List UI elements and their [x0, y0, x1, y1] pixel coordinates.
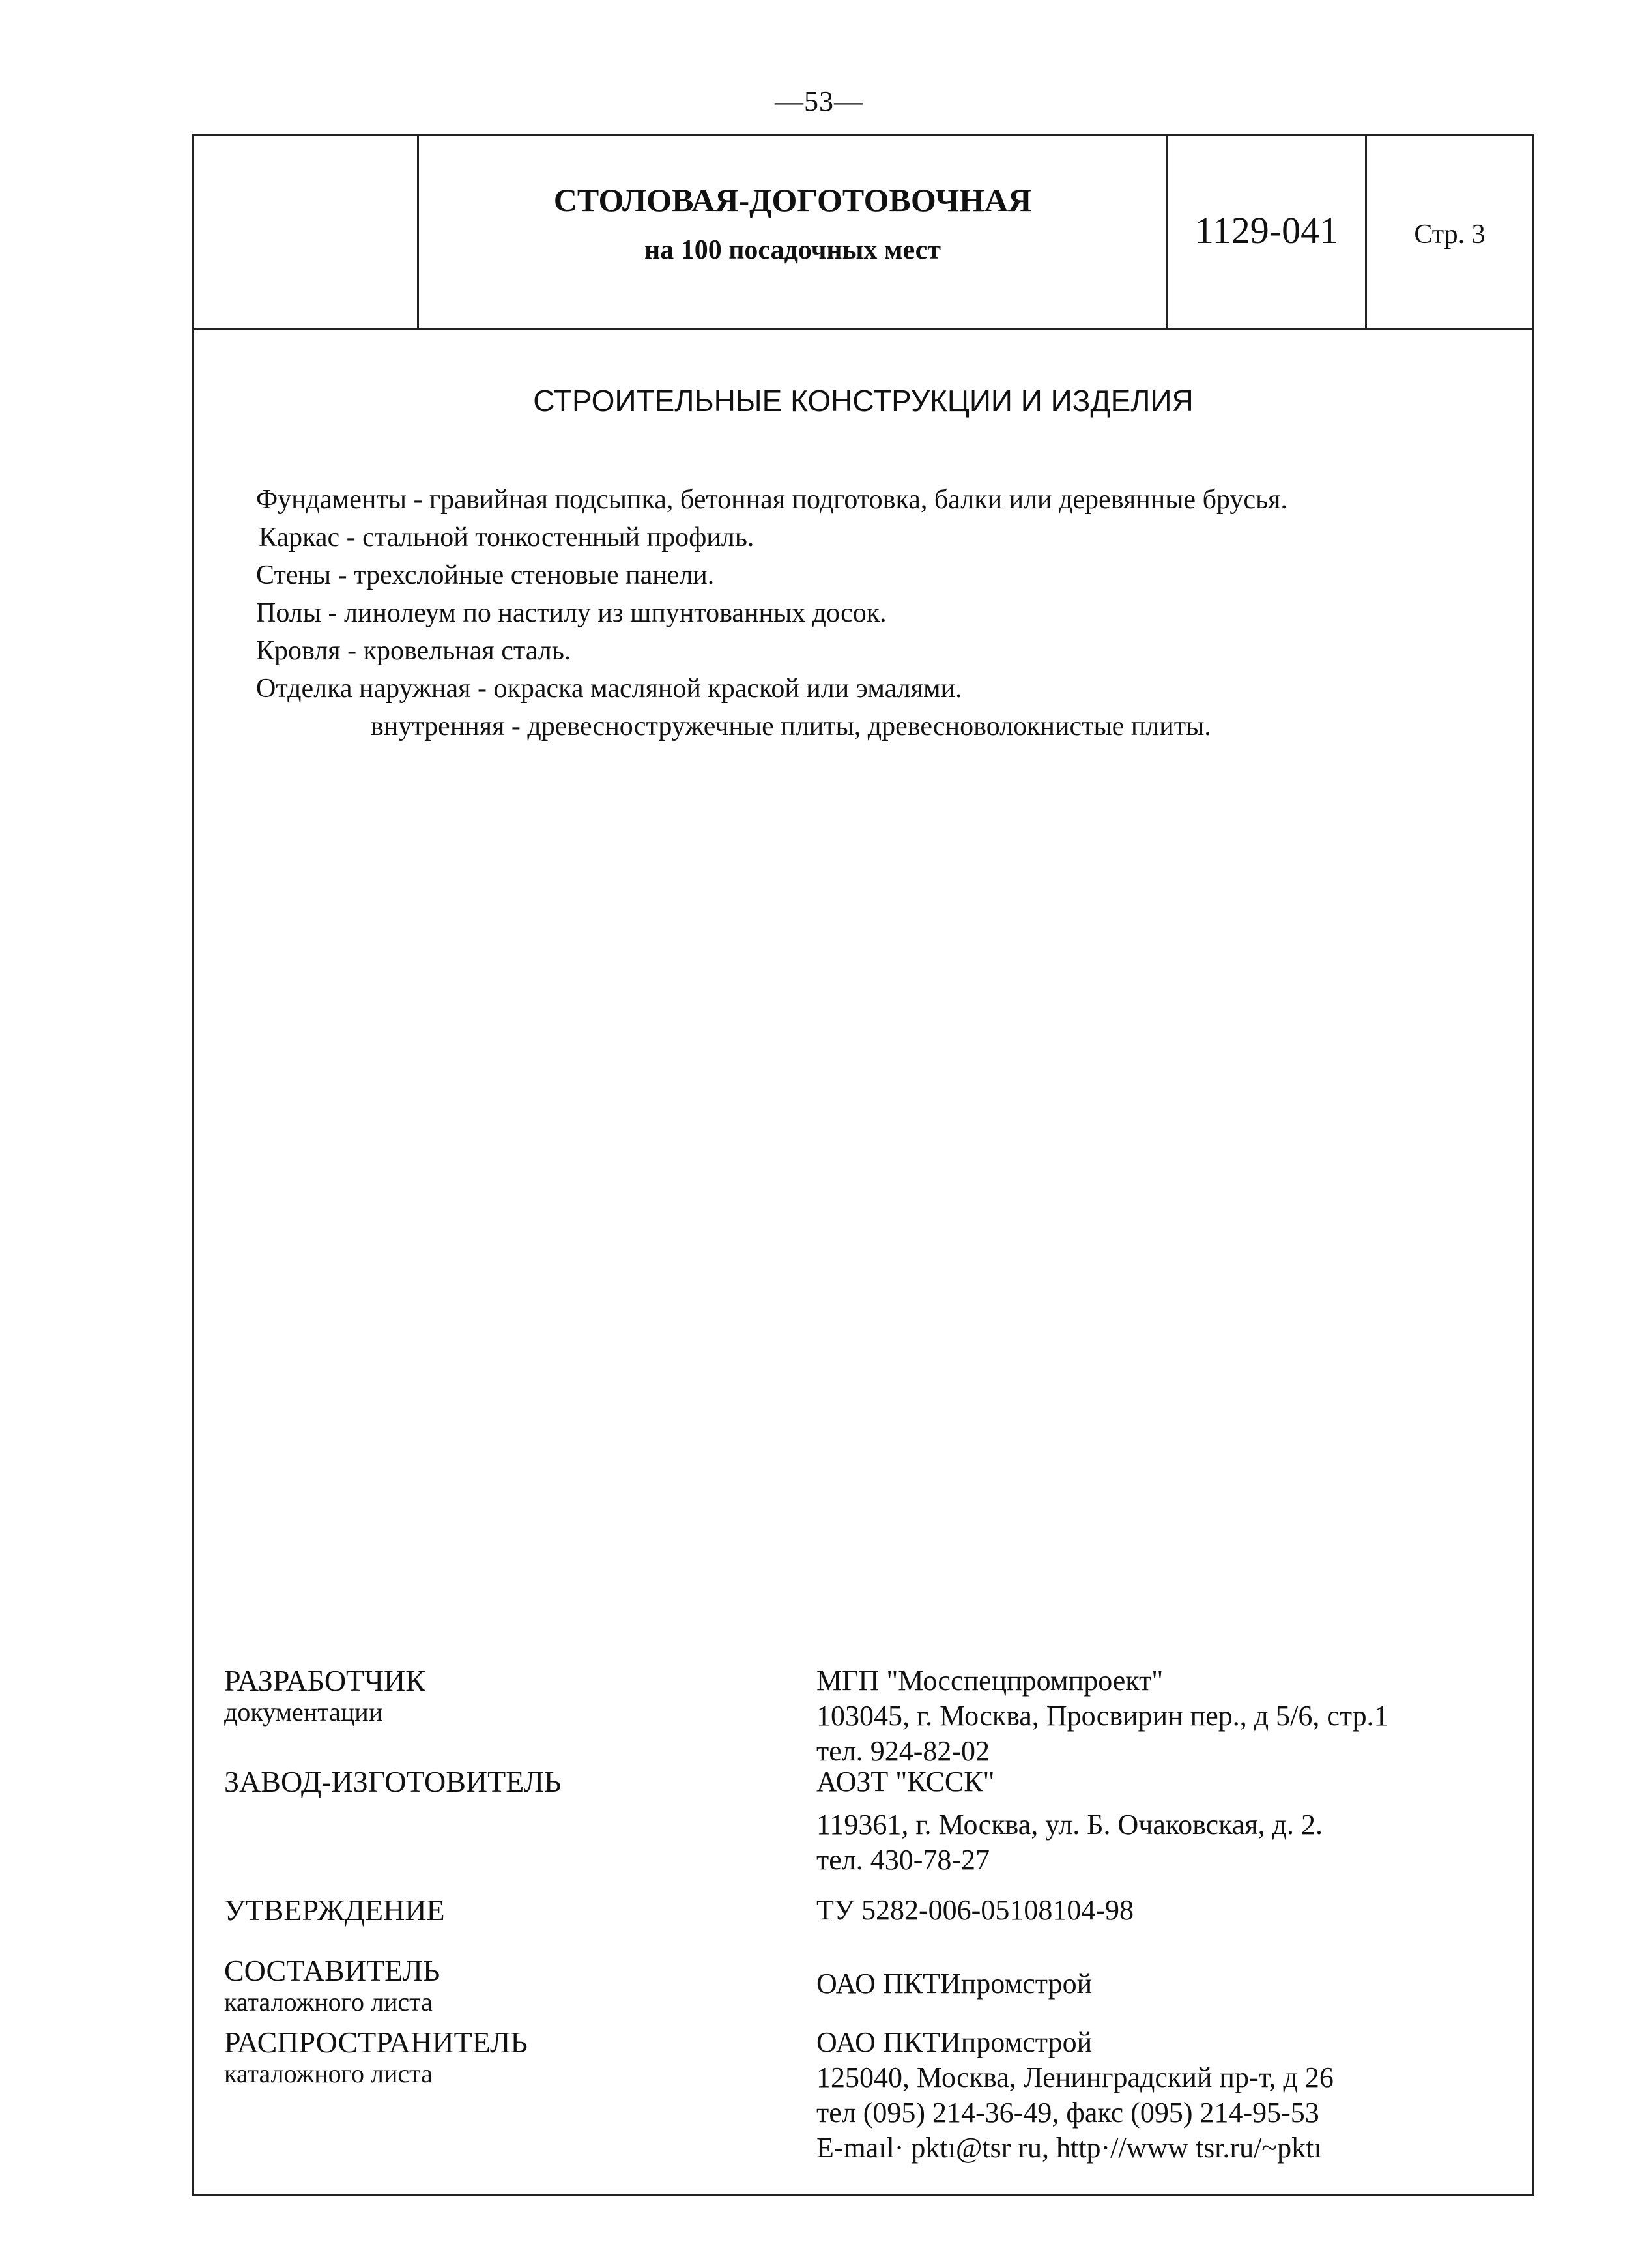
approval-label-block: [224, 1893, 445, 1927]
spec-floors: Полы - линолеум по настилу из шпунтованных досок.: [256, 598, 887, 628]
spec-foundations: Фундаменты - гравийная подсыпка, бетонная подготовка, балки или деревянные брусья.: [256, 485, 1287, 515]
document-subtitle: на 100 посадочных мест: [644, 235, 941, 265]
distributor-label-block: [224, 2025, 528, 2088]
developer-details: [816, 1663, 1388, 1769]
document-frame: [192, 134, 1534, 2196]
spec-walls: Стены - трехслойные стеновые панели.: [256, 560, 715, 590]
section-title: СТРОИТЕЛЬНЫЕ КОНСТРУКЦИИ И ИЗДЕЛИЯ: [533, 384, 1194, 418]
spec-finish-exterior: Отделка наружная - окраска масляной краской или эмалями.: [256, 674, 962, 704]
spec-frame: Каркас - стальной тонкостенный профиль.: [259, 523, 754, 553]
distributor-contacts: E-maıl· pktı@tsr ru, http·//www tsr.ru/~pktı: [816, 2132, 1322, 2164]
approval-standard: ТУ 5282-006-05108104-98: [816, 1894, 1134, 1926]
sheet-page: Стр. 3: [1414, 220, 1486, 250]
distributor-name: ОАО ПКТИпромстрой: [816, 2026, 1093, 2058]
compiler-name: ОАО ПКТИпромстрой: [816, 1968, 1093, 2000]
manufacturer-phone: тел. 430-78-27: [816, 1844, 990, 1876]
approval-label: УТВЕРЖДЕНИЕ: [224, 1893, 445, 1927]
document-code: 1129-041: [1194, 209, 1339, 251]
manufacturer-label-block: [224, 1764, 561, 1799]
spec-roof: Кровля - кровельная сталь.: [256, 636, 571, 666]
developer-sublabel: документации: [224, 1697, 383, 1727]
title-block-code-cell: [1168, 136, 1367, 328]
title-block-empty-cell: [194, 136, 419, 328]
distributor-details: [816, 2025, 1334, 2166]
developer-name: МГП "Мосспецпромпроект": [816, 1665, 1164, 1697]
distributor-phone: тел (095) 214-36-49, факс (095) 214-95-53: [816, 2097, 1319, 2129]
manufacturer-name: АОЗТ "КССК": [816, 1766, 995, 1798]
manufacturer-address: 119361, г. Москва, ул. Б. Очаковская, д. 2.: [816, 1809, 1323, 1841]
developer-label: РАЗРАБОТЧИК: [224, 1664, 425, 1697]
distributor-sublabel: каталожного листа: [224, 2059, 433, 2088]
developer-label-block: [224, 1663, 425, 1727]
document-title: СТОЛОВАЯ-ДОГОТОВОЧНАЯ: [553, 182, 1032, 218]
spec-finish-interior: внутренняя - древесностружечные плиты, древесноволокнистые плиты.: [371, 711, 1211, 741]
developer-phone: тел. 924-82-02: [816, 1735, 990, 1767]
distributor-address: 125040, Москва, Ленинградский пр-т, д 26: [816, 2061, 1334, 2093]
manufacturer-label: ЗАВОД-ИЗГОТОВИТЕЛЬ: [224, 1765, 562, 1798]
distributor-label: РАСПРОСТРАНИТЕЛЬ: [224, 2026, 528, 2059]
compiler-sublabel: каталожного листа: [224, 1987, 433, 2017]
title-block: [194, 136, 1532, 330]
title-block-name-cell: [419, 136, 1168, 328]
compiler-label-block: [224, 1953, 440, 2017]
title-block-page-cell: [1367, 136, 1532, 328]
compiler-label: СОСТАВИТЕЛЬ: [224, 1954, 440, 1987]
approval-details: [816, 1893, 1134, 1928]
manufacturer-details: [816, 1764, 1323, 1878]
construction-specs: [256, 481, 1287, 745]
page-number: —53—: [775, 85, 863, 117]
developer-address: 103045, г. Москва, Просвирин пер., д 5/6, стр.1: [816, 1700, 1388, 1732]
compiler-details: [816, 1966, 1092, 2002]
